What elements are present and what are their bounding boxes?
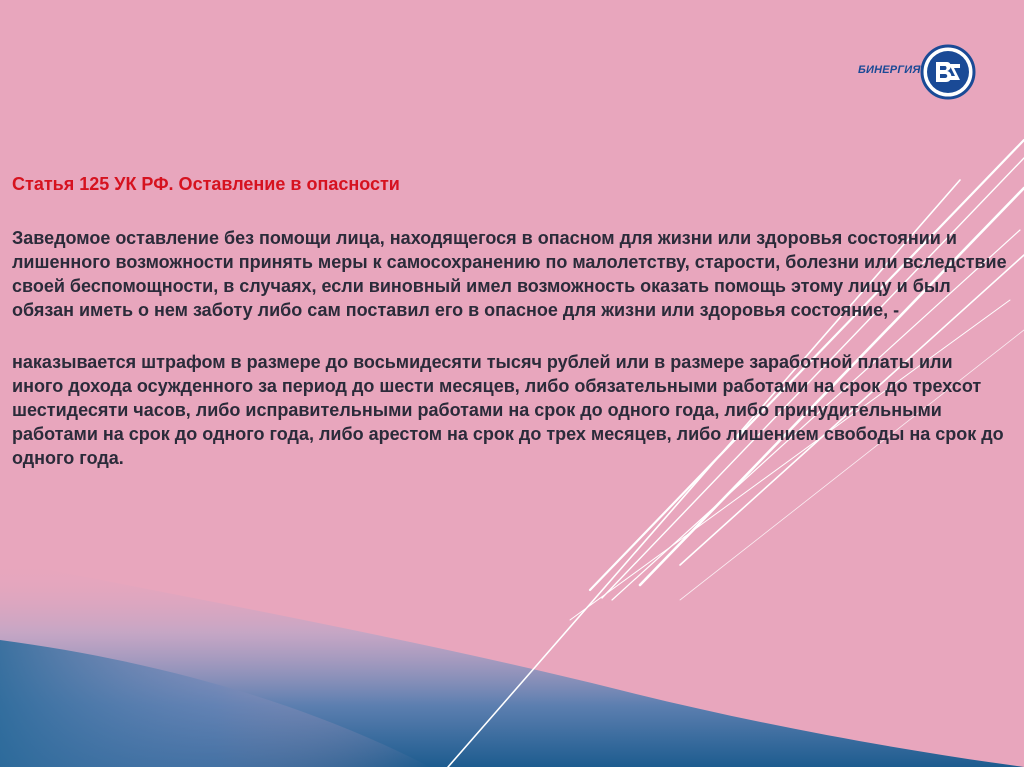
article bbox=[12, 172, 1007, 498]
article-paragraph: Заведомое оставление без помощи лица, находящегося в опасном для жизни или здоровья состоянии и лишенного возможности принять меры к самосохранению по малолетству, старости, болезни или вследствие своей беспомощности, в случаях, если виновный имел возможность оказать помощь этому лицу и был обязан иметь о нем заботу либо сам поставил его в опасное для жизни или здоровья состояние, - bbox=[12, 228, 1007, 320]
binergiya-logo-icon bbox=[920, 44, 976, 100]
article-title: Статья 125 УК РФ. Оставление в опасности bbox=[12, 174, 400, 194]
logo bbox=[858, 44, 978, 104]
article-paragraph: наказывается штрафом в размере до восьмидесяти тысяч рублей или в размере заработной платы или иного дохода осужденного за период до шести месяцев, либо обязательными работами на срок до трехсот шестидесяти часов, либо исправительными работами на срок до одного года, либо принудительными работами на срок до одного года, либо арестом на срок до трех месяцев, либо лишением свободы на срок до одного года. bbox=[12, 352, 1004, 468]
logo-text: БИНЕРГИЯ bbox=[858, 64, 921, 76]
